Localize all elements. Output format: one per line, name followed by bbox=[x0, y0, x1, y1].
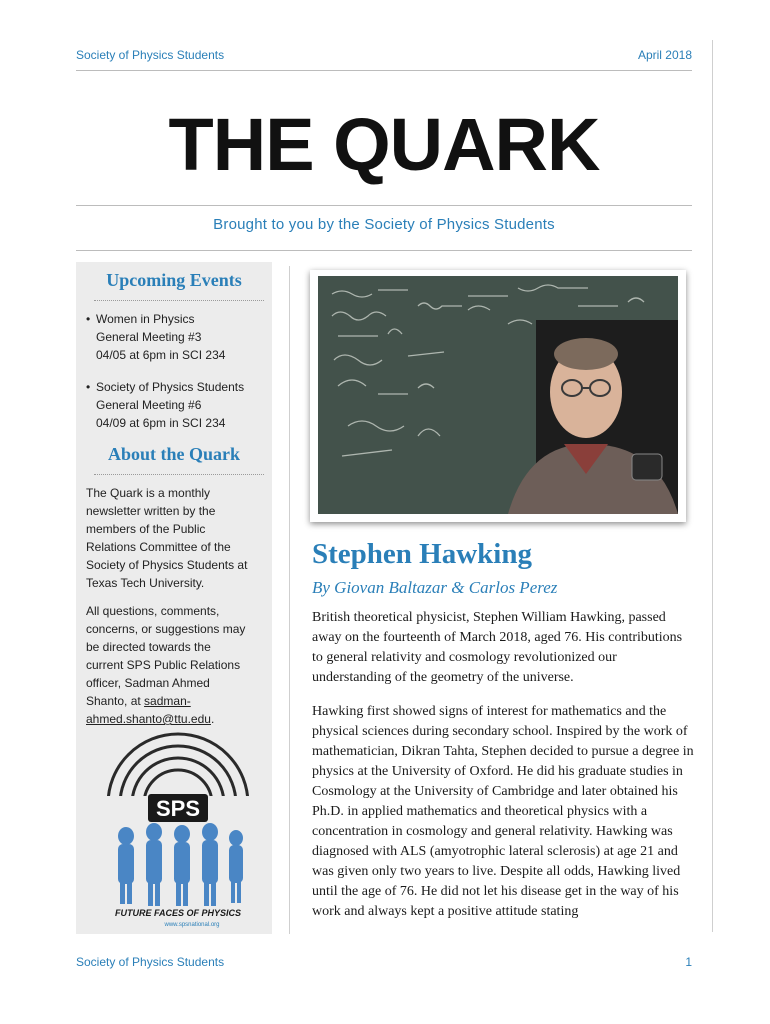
contact-body: All questions, comments, concerns, or suggestions may be directed towards the current SPS Public Relations officer, Sadman Ahmed Shanto, at bbox=[86, 604, 246, 708]
article-photo-frame bbox=[310, 270, 686, 522]
about-divider bbox=[94, 474, 264, 475]
about-heading: About the Quark bbox=[107, 444, 241, 464]
newsletter-title: THE QUARK bbox=[168, 103, 600, 186]
article-paragraph: British theoretical physicist, Stephen William Hawking, passed away on the fourteenth of March 2018, aged 76. His contributions to general relativity and cosmology revolutionized our understanding of the geometry of the universe. bbox=[312, 610, 683, 685]
header-divider bbox=[76, 70, 692, 71]
column-divider bbox=[289, 266, 290, 934]
about-heading-block bbox=[76, 444, 272, 465]
newsletter-subtitle: Brought to you by the Society of Physics Students bbox=[213, 216, 555, 233]
contact-email-link[interactable]: sadman- ahmed.shanto@ttu.edu bbox=[86, 694, 211, 726]
stephen-hawking-photo bbox=[318, 276, 678, 514]
article-byline: By Giovan Baltazar & Carlos Perez bbox=[312, 578, 558, 597]
footer-organization: Society of Physics Students bbox=[76, 955, 225, 969]
events-heading: Upcoming Events bbox=[106, 270, 242, 290]
event-text: Society of Physics Students General Meeting #6 04/09 at 6pm in SCI 234 bbox=[96, 380, 245, 430]
sidebar bbox=[76, 262, 272, 934]
page-number: 1 bbox=[685, 955, 692, 969]
logo-tagline: FUTURE FACES OF PHYSICS bbox=[114, 908, 242, 918]
masthead-divider-bottom bbox=[76, 250, 692, 251]
sps-logo bbox=[92, 724, 260, 928]
events-divider bbox=[94, 300, 264, 301]
article-paragraph: Hawking first showed signs of interest for mathematics and the physical sciences during secondary school. Inspired by the work of mathematician, Dikran Tahta, Stephen decided to pursue a degree in physics at the University of Oxford. He did his graduate studies in Cosmology at the University of Cambridge and later obtained his Ph.D. in applied mathematics and theoretical physics with a concentration in cosmology and general relativity. Hawking was diagnosed with ALS (amyotrophic lateral sclerosis) at age 21 and was given only two years to live. Despite all odds, Hawking lived until the age of 76. He did not let his disease get in the way of his work and always kept a positive attitude stating bbox=[312, 704, 694, 919]
logo-url: www.spsnational.org bbox=[164, 922, 220, 928]
about-text: The Quark is a monthly newsletter written by the members of the Public Relations Committee of the Society of Physics Students at Texas Tech University. bbox=[86, 486, 248, 590]
page-edge-divider bbox=[712, 40, 713, 932]
event-text: Women in Physics General Meeting #3 04/05 at 6pm in SCI 234 bbox=[96, 312, 226, 362]
events-heading-block bbox=[76, 270, 272, 291]
bullet-icon: • bbox=[86, 312, 91, 326]
contact-end: . bbox=[210, 712, 215, 726]
logo-text: SPS bbox=[155, 796, 201, 821]
header-organization: Society of Physics Students bbox=[76, 48, 225, 62]
article-title: Stephen Hawking bbox=[312, 538, 532, 570]
contact-text bbox=[86, 602, 266, 728]
bullet-icon: • bbox=[86, 380, 91, 394]
header-date: April 2018 bbox=[637, 48, 692, 62]
masthead-divider-top bbox=[76, 205, 692, 206]
